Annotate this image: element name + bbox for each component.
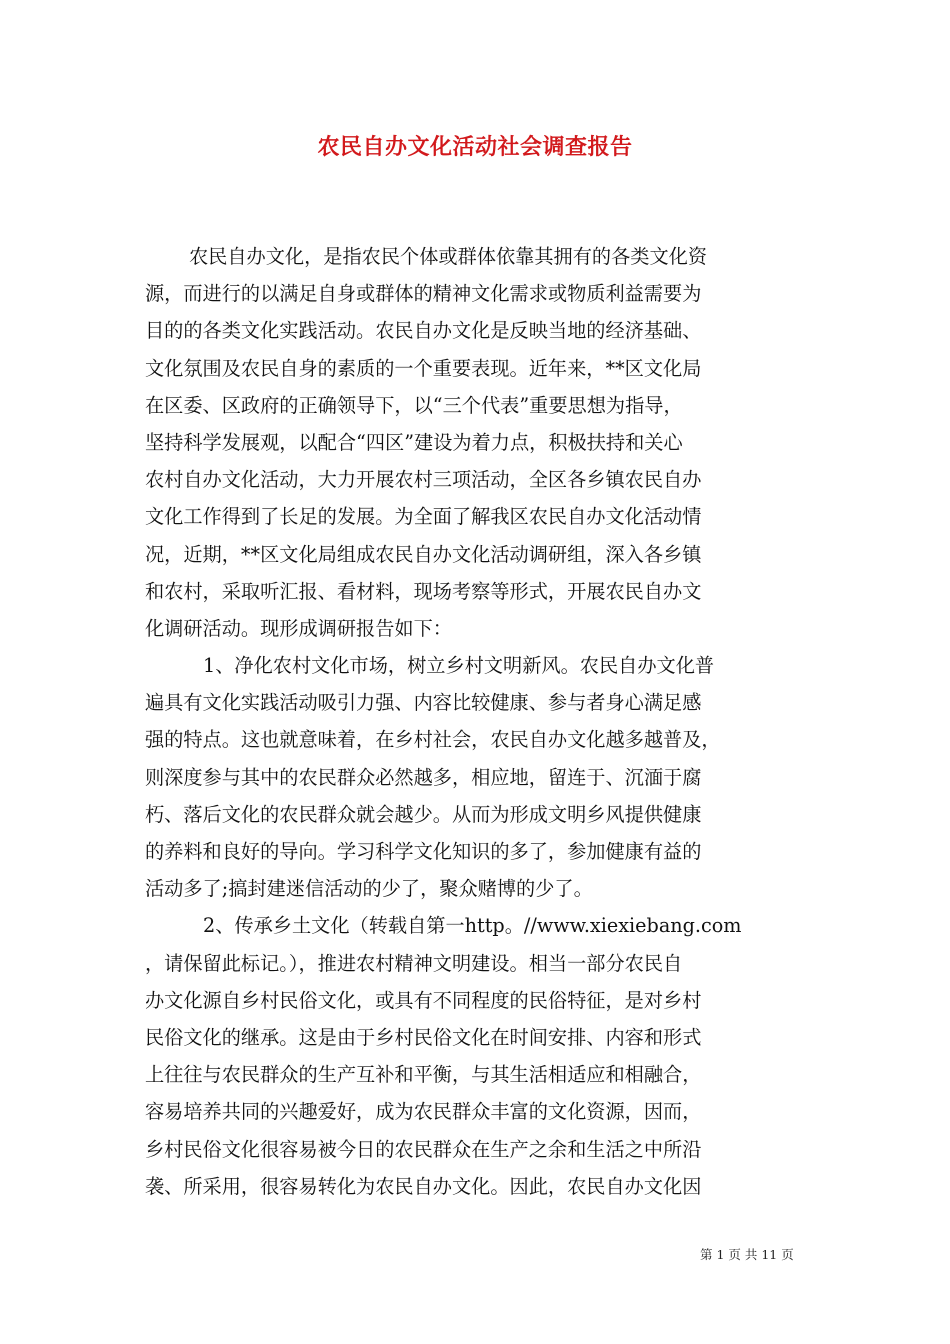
body-line: 坚持科学发展观，以配合“四区”建设为着力点，积极扶持和关心	[145, 430, 683, 454]
body-line: 则深度参与其中的农民群众必然越多，相应地，留连于、沉湎于腐	[145, 765, 702, 789]
body-line: 文化工作得到了长足的发展。为全面了解我区农民自办文化活动情	[145, 505, 702, 529]
body-line: 上往往与农民群众的生产互补和平衡，与其生活相适应和相融合，	[145, 1063, 702, 1087]
body-line: 文化氛围及农民自身的素质的一个重要表现。近年来，**区文化局	[145, 356, 702, 380]
body-line: ，请保留此标记。），推进农村精神文明建设。相当一部分农民自	[145, 951, 683, 975]
body-line: 在区委、区政府的正确领导下，以“三个代表”重要思想为指导，	[145, 393, 683, 417]
body-line: 朽、落后文化的农民群众就会越少。从而为形成文明乡风提供健康	[145, 802, 702, 826]
body-line: 容易培养共同的兴趣爱好，成为农民群众丰富的文化资源，因而，	[145, 1100, 702, 1124]
body-line: 乡村民俗文化很容易被今日的农民群众在生产之余和生活之中所沿	[145, 1137, 702, 1161]
body-line: 目的的各类文化实践活动。农民自办文化是反映当地的经济基础、	[145, 319, 702, 343]
body-line: 强的特点。这也就意味着，在乡村社会，农民自办文化越多越普及，	[145, 728, 721, 752]
body-line: 遍具有文化实践活动吸引力强、内容比较健康、参与者身心满足感	[145, 691, 702, 715]
body-line: 民俗文化的继承。这是由于乡村民俗文化在时间安排、内容和形式	[145, 1025, 702, 1049]
body-line: 农民自办文化，是指农民个体或群体依靠其拥有的各类文化资	[189, 245, 708, 268]
body-line: 1、净化农村文化市场，树立乡村文明新风。农民自办文化普	[203, 654, 715, 678]
body-line: 袭、所采用，很容易转化为农民自办文化。因此，农民自办文化因	[145, 1174, 702, 1198]
body-line: 办文化源自乡村民俗文化，或具有不同程度的民俗特征，是对乡村	[145, 988, 702, 1012]
body-line: 况，近期，**区文化局组成农民自办文化活动调研组，深入各乡镇	[145, 542, 702, 566]
body-line: 农村自办文化活动，大力开展农村三项活动，全区各乡镇农民自办	[145, 468, 702, 492]
body-line: 化调研活动。现形成调研报告如下：	[145, 616, 452, 640]
document-title: 农民自办文化活动社会调查报告	[317, 134, 633, 160]
document-body	[145, 238, 809, 1205]
body-line: 活动多了;搞封建迷信活动的少了，聚众赌博的少了。	[145, 877, 593, 901]
page-number: 第 1 页 共 11 页	[700, 1247, 794, 1262]
body-line: 2、传承乡土文化（转载自第一http。//www.xiexiebang.com	[203, 914, 742, 938]
body-line: 和农村，采取听汇报、看材料，现场考察等形式，开展农民自办文	[145, 579, 702, 603]
body-line: 源，而进行的以满足自身或群体的精神文化需求或物质利益需要为	[145, 282, 702, 306]
body-line: 的养料和良好的导向。学习科学文化知识的多了，参加健康有益的	[145, 840, 702, 863]
